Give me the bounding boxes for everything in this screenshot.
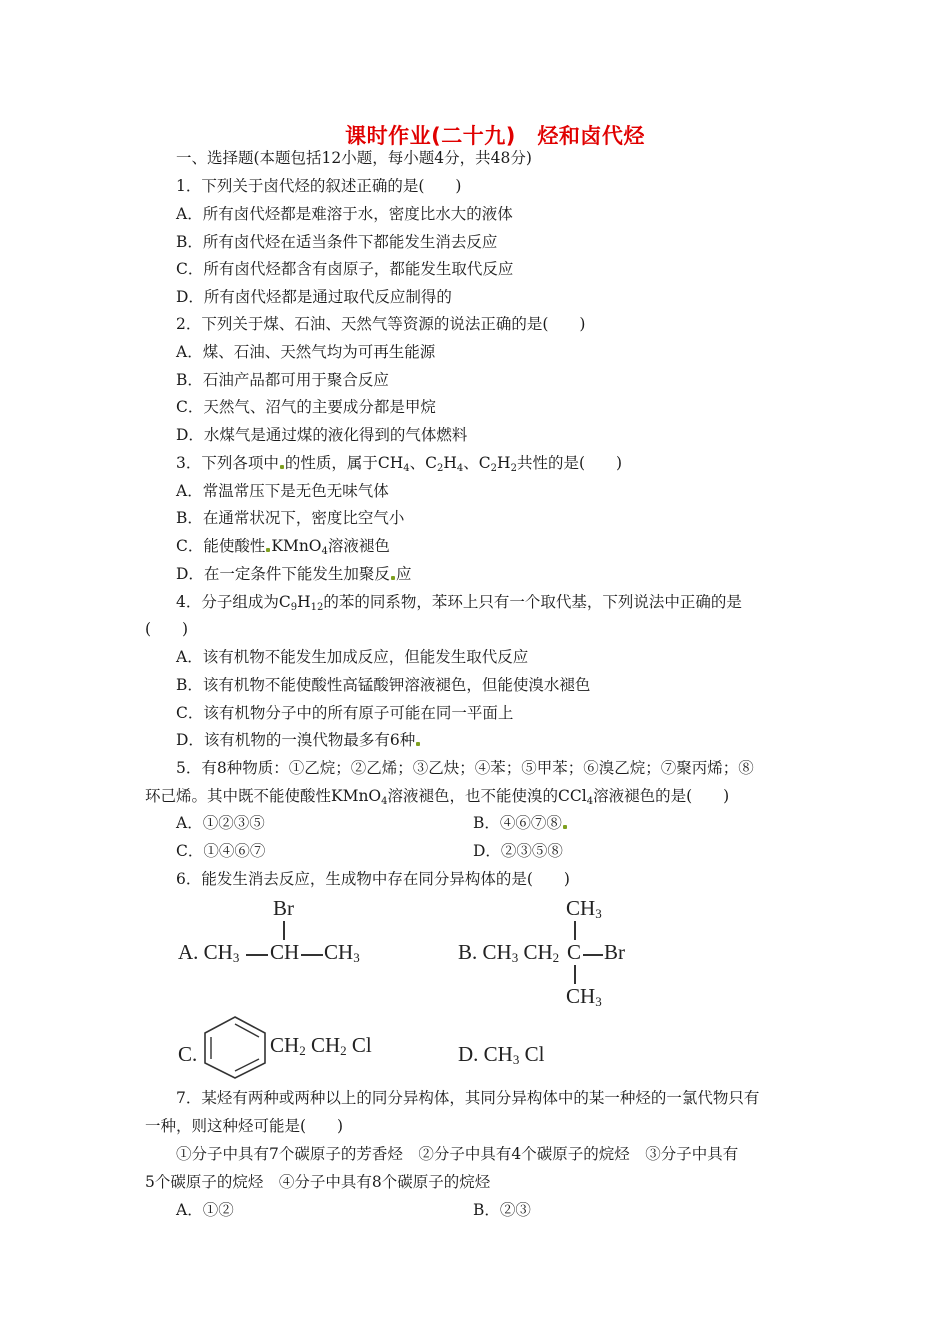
bond-line (583, 954, 603, 956)
question-5-stem: 5．有8种物质：①乙烷；②乙烯；③乙炔；④苯；⑤甲苯；⑥溴乙烷；⑦聚丙烯；⑧ (176, 759, 754, 777)
q7-option-b: B．②③ (473, 1201, 531, 1219)
question-6-stem: 6．能发生消去反应，生成物中存在同分异构体的是( ) (176, 870, 570, 888)
q6-option-b-formula: B. $CH_3$ $CH_2$ (458, 940, 560, 965)
q7-choices-line-1: ①分子中具有7个碳原子的芳香烃 ②分子中具有4个碳原子的烷烃 ③分子中具有 (176, 1145, 739, 1163)
mark-dot (266, 548, 270, 552)
q2-option-d: D．水煤气是通过煤的液化得到的气体燃料 (176, 426, 468, 444)
question-7-stem: 7．某烃有两种或两种以上的同分异构体，其同分异构体中的某一种烃的一氯代物只有 (176, 1089, 760, 1107)
q4-option-d: D．该有机物的一溴代物最多有6种 (176, 730, 421, 750)
q6-option-d-formula: D. $CH_3$ Cl (458, 1042, 545, 1067)
q6-option-c-substituent: $CH_2$ $CH_2$ Cl (270, 1033, 372, 1058)
q1-option-d: D．所有卤代烃都是通过取代反应制得的 (176, 288, 452, 306)
question-5-stem-cont: 环己烯。其中既不能使酸性KMnO$_4$溶液褪色，也不能使溴的CCl$_4$溶液褪色的是( ) (145, 787, 730, 807)
q4-option-c: C．该有机物分子中的所有原子可能在同一平面上 (176, 704, 514, 722)
question-4-stem: 4．分子组成为$C_9H_{12}$的苯的同系物，苯环上只有一个取代基，下列说法中正确的是 (176, 593, 742, 613)
q6-option-a-formula: A. $CH_3$ (178, 940, 240, 965)
q5-option-b: B．④⑥⑦⑧ (473, 813, 568, 833)
q3-option-a: A．常温常压下是无色无味气体 (176, 482, 389, 500)
q5-option-d: D．②③⑤⑧ (473, 842, 563, 860)
q2-option-a: A．煤、石油、天然气均为可再生能源 (176, 343, 436, 361)
bond-line (574, 965, 576, 984)
q5-option-c: C．①④⑥⑦ (176, 842, 266, 860)
bond-line (574, 921, 576, 940)
bond-line (246, 954, 268, 956)
q2-option-c: C．天然气、沼气的主要成分都是甲烷 (176, 398, 436, 416)
section-heading: 一、选择题(本题包括12小题，每小题4分，共48分) (176, 149, 532, 167)
question-2-stem: 2．下列关于煤、石油、天然气等资源的说法正确的是( ) (176, 315, 586, 333)
q4-option-b: B．该有机物不能使酸性高锰酸钾溶液褪色，但能使溴水褪色 (176, 676, 591, 694)
page-title: 课时作业(二十九) 烃和卤代烃 (345, 124, 645, 148)
mark-dot (416, 742, 420, 746)
mark-dot (563, 825, 567, 829)
q7-choices-line-2: 5个碳原子的烷烃 ④分子中具有8个碳原子的烷烃 (145, 1173, 491, 1191)
q7-option-a: A．①② (176, 1201, 234, 1219)
q1-option-b: B．所有卤代烃在适当条件下都能发生消去反应 (176, 233, 498, 251)
question-4-stem-cont: ( ) (145, 620, 189, 638)
question-1-stem: 1．下列关于卤代烃的叙述正确的是( ) (176, 177, 462, 195)
question-3-stem: 3．下列各项中 的性质，属于$CH_4$、$C_2H_4$、$C_2H_2$共性的是( ) (176, 454, 623, 474)
question-7-stem-cont: 一种，则这种烃可能是( ) (145, 1117, 344, 1135)
mark-dot (280, 465, 284, 469)
q3-option-d: D．在一定条件下能发生加聚反 应 (176, 565, 412, 583)
q2-option-b: B．石油产品都可用于聚合反应 (176, 371, 389, 389)
benzene-ring-icon (198, 1014, 272, 1080)
q4-option-a: A．该有机物不能发生加成反应，但能发生取代反应 (176, 648, 529, 666)
q3-option-c: C．能使酸性 KMnO$_4$溶液褪色 (176, 537, 390, 557)
bond-line (283, 921, 285, 940)
mark-dot (391, 576, 395, 580)
q1-option-c: C．所有卤代烃都含有卤原子，都能发生取代反应 (176, 260, 514, 278)
q5-option-a: A．①②③⑤ (176, 814, 265, 832)
q1-option-a: A．所有卤代烃都是难溶于水，密度比水大的液体 (176, 205, 513, 223)
q3-option-b: B．在通常状况下，密度比空气小 (176, 509, 405, 527)
bond-line (301, 954, 323, 956)
